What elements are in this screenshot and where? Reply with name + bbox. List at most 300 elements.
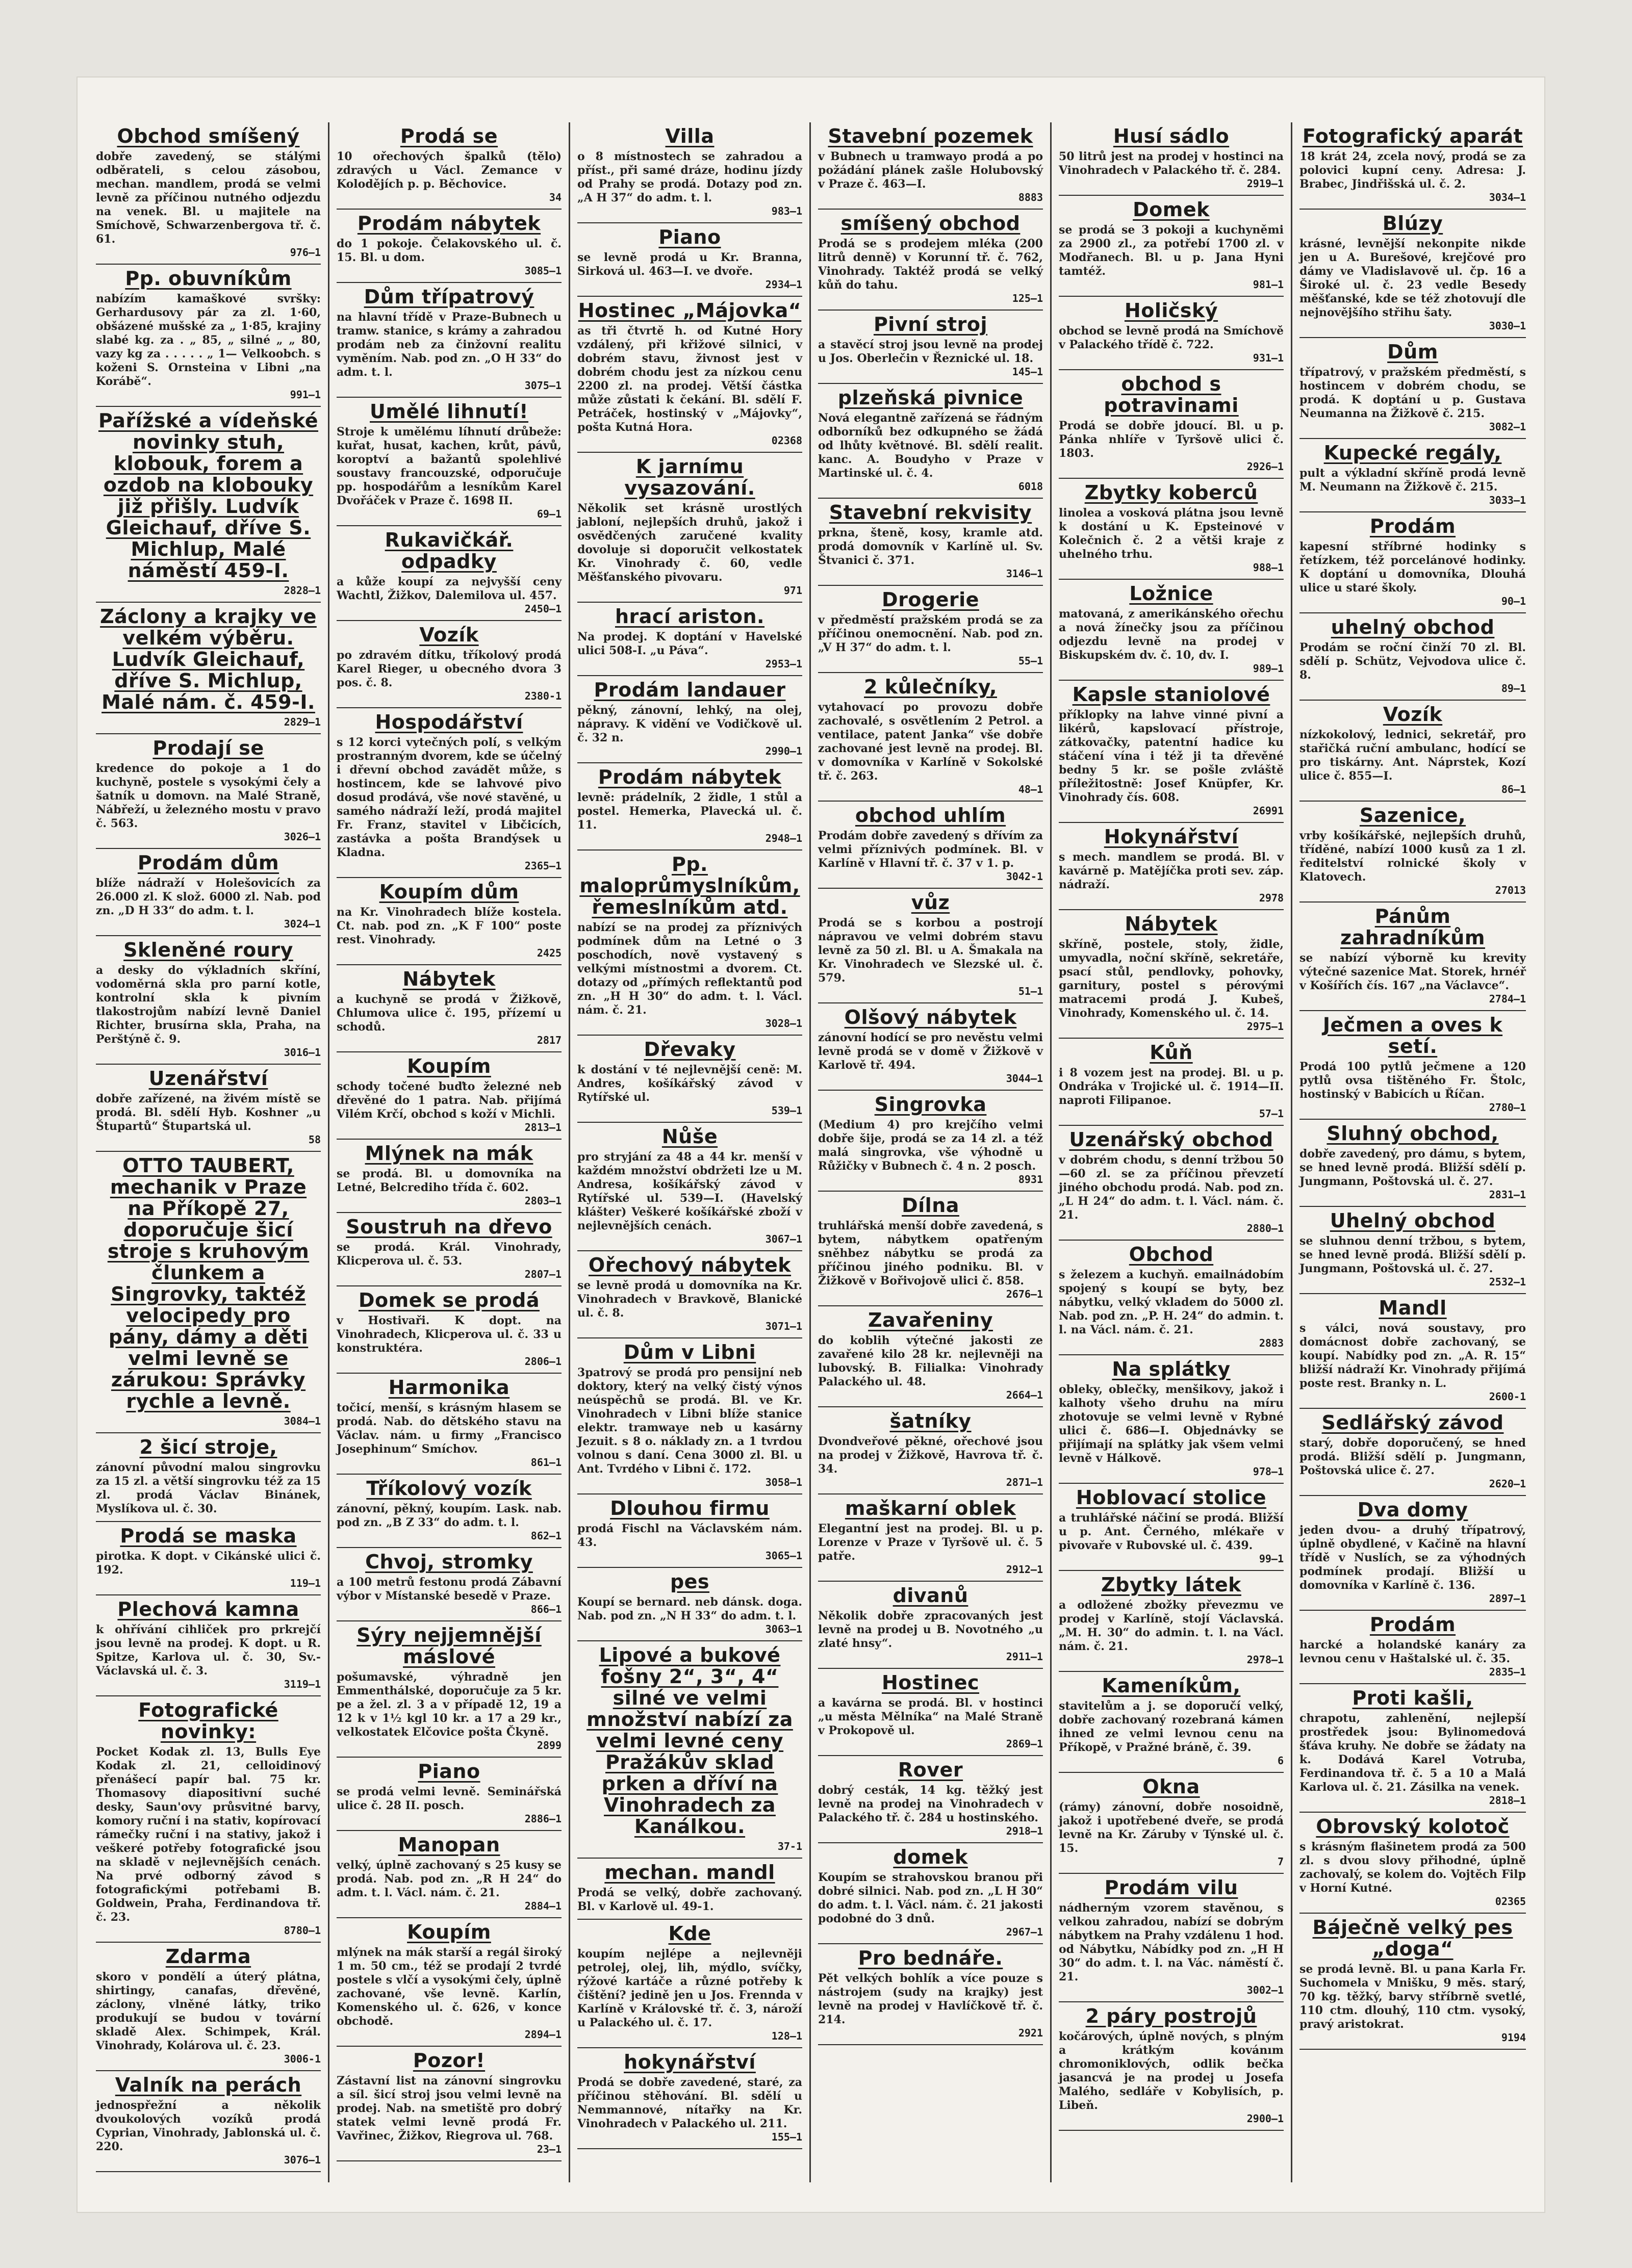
ad-body: 50 litrů jest na prodej v hostinci na Vinohradech v Palackého tř. č. 284. [1059,150,1284,177]
ad-reference-number: 2978 [1259,892,1284,904]
ad-heading: Obchod smíšený [117,125,300,147]
ad-reference-number: 58 [308,1133,321,1146]
ad-heading: Kapsle staniolové [1072,683,1270,706]
ad-heading: Domek se prodá [358,1289,540,1311]
ad-reference-number: 8780—1 [284,1924,321,1937]
ad-heading: Rover [898,1759,963,1781]
ad-body: obleky, oblečky, menšikovy, jakož i kalhoty všeho druhu na míru zhotovuje se velmi levně v Rybné ulici č. 686—I. Objednávky se přijímají na splátky jak všem velmi levně v Hálkově. [1059,1383,1284,1465]
ad-body: chrapotu, zahlenění, nejlepší prostředek jsou: Bylinomedová šťáva kruhy. Ne dobře se žádaty na k. Dodává Karel Votruba, Ferdinandova tř. č. 5 a 10 a Malá Karlova ul. č. 21. Zásilka na venek. [1299,1712,1526,1794]
ad-heading: Harmonika [388,1376,510,1399]
classified-ad [1059,297,1284,370]
classified-ad [1059,580,1284,681]
ad-reference-number: 2784—1 [1489,993,1526,1005]
classified-ad [337,1140,562,1213]
classified-ad [337,122,562,210]
ad-reference-number: 988—1 [1253,561,1284,574]
ad-body: jeden dvou- a druhý třípatrový, úplně obydlené, v Kačině na hlavní třídě v Nuslích, se za výhodných podmínek prodají. Bližší u domovníka v Karlíně č. 136. [1299,1524,1526,1592]
ad-heading: šatníky [889,1410,972,1432]
ad-heading: Ječmen a oves k setí. [1322,1014,1503,1058]
classified-ad [818,1407,1043,1494]
ad-heading: smíšený obchod [840,212,1021,235]
ad-reference-number: 125—1 [1012,292,1043,304]
classified-ad [96,1696,321,1943]
ad-reference-number: 3063—1 [765,1623,802,1635]
ad-heading: Singrovka [874,1093,987,1116]
ad-body: obchod se levně prodá na Smíchově v Palackého třídě č. 722. [1059,324,1284,351]
classified-ad [1059,1484,1284,1571]
classified-ad [577,851,802,1036]
ad-body: skoro v pondělí a úterý plátna, shirtingy, canafas, dřevěné, záclony, vlněné látky, triko produkují se budou v tovární skladě Alex. Schimpek, Král. Vinohrady, Kolárova ul. č. 23. [96,1970,321,2052]
ad-body: v dobrém chodu, s denní tržbou 50—60 zl. se za příčinou převzetí jiného obchodu prodá. Nab. pod zn. „L H 24“ do adm. t. l. Václ. nám. č. 21. [1059,1153,1284,1222]
ad-body: 3patrový se prodá pro pensijní neb doktory, který na velký čistý výnos neúspěchů se prodá. Bl. ve Kr. Vinohradech v Libni blíže stanice elektr. tramwaye neb u kasárny Jezuit. s 8 o. náklady zn. a 1 tvrdou volnou s daní. Cena 3000 zl. Bl. u Ant. Tvrdého v Libni č. 172. [577,1366,802,1476]
classified-ad [1299,1496,1526,1611]
ad-heading: Zdarma [165,1945,251,1968]
classified-ad [337,1475,562,1548]
column-6 [1292,122,1533,2182]
ad-body: Na prodej. K doptání v Havelské ulici 508-I. „u Páva“. [577,630,802,657]
ad-reference-number: 2600-1 [1489,1390,1526,1403]
ad-reference-number: 3146—1 [1006,568,1043,580]
ad-heading: Okna [1142,1775,1200,1798]
ad-body: a 100 metrů festonu prodá Zábavní výbor v Místanské besedě v Praze. [337,1576,562,1603]
ad-body: Prodá se s prodejem mléka (200 litrů denně) v Korunní tř. č. 762, Vinohrady. Taktéž prodá se velký kůň do tahu. [818,237,1043,292]
ad-body: a truhlářské náčiní se prodá. Bližší u p. Ant. Černého, mlékaře v pivovaře v Rubovské ul. č. 439. [1059,1511,1284,1552]
classified-ad [577,1123,802,1251]
ad-reference-number: 2919—1 [1246,177,1284,190]
ad-heading: Olšový nábytek [844,1006,1017,1028]
ad-body: (rámy) zánovní, dobře nosoidně, jakož i upotřebené dveře, se prodá levně na Kr. Záruby v Týnské ul. č. 15. [1059,1800,1284,1855]
ad-body: vytahovací po provozu dobře zachovalé, s osvětlením 2 Petrol. a ventilace, patent Janka“ vše dobře zachované jest levně na prodej. Bl. v domovníka v Karlíně v Sokolské tř. č. 263. [818,701,1043,783]
classified-ad [1059,1126,1284,1241]
ad-heading: Hostinec [881,1671,980,1694]
ad-reference-number: 981—1 [1253,278,1284,291]
newspaper-page [76,76,1545,2213]
ad-heading: Nábytek [1125,913,1218,935]
ad-reference-number: 2911—1 [1006,1651,1043,1663]
ad-reference-number: 57—1 [1259,1107,1284,1120]
ad-reference-number: 23—1 [537,2143,562,2155]
ad-body: Zástavní list na zánovní singrovku a síl. šicí stroj jsou velmi levně na prodej. Nab. na smetiště pro dobrý statek velmi levně prodá Fr. Vavřinec, Žižkov, Riegrova ul. 768. [337,2074,562,2143]
ad-body: s 12 korci vytečných polí, s velkým prostranným dvorem, kde se účelný i dřevní obchod zavádět může, s hostincem, kde se lahvové pivo dosud prodává, vše nové stavěné, u samého nádraží leží, prodá majitel Fr. Franz, stavitel v Libčicích, zastávka a pošta Brandýsek u Kladna. [337,736,562,859]
ad-body: pro stryjání za 48 a 44 kr. menší v každém množství obdržeti lze u M. Andresa, košíkářský závod v Rytířské ul. 539—I. (Havelský klášter) Veškeré košíkářské zboží v nejlevnějších cenách. [577,1150,802,1232]
classified-ad [1059,1355,1284,1484]
ad-heading: OTTO TAUBERT, mechanik v Praze na Příkopě 27, doporučuje šicí stroje s kruhovým člunkem a Singrovky, taktéž velocipedy pro pány, dámy a děti velmi levně se zárukou: Správky rychle a levně. [107,1154,310,1412]
ad-heading: maškarní oblek [845,1497,1016,1519]
ad-body: Prodám se roční činží 70 zl. Bl. sdělí p. Schütz, Vejvodova ulice č. 8. [1299,641,1526,682]
ad-body: pěkný, zánovní, lehký, na olej, nápravy. K vidění ve Vodičkově ul. č. 32 n. [577,704,802,744]
ad-reference-number: 2899 [537,1739,562,1751]
ad-heading: Stavební rekvisity [829,501,1032,524]
classified-ad [818,1494,1043,1582]
classified-ad [577,1251,802,1338]
ad-heading: Proti kašli, [1352,1687,1473,1709]
classified-ad [577,676,802,763]
ad-reference-number: 3085—1 [524,265,562,277]
classified-ad [1059,823,1284,910]
ad-heading: domek [893,1846,968,1868]
ad-body: blíže nádraží v Holešovicích za 26.000 zl. K slož. 6000 zl. Nab. pod zn. „D H 33“ do adm. t. l. [96,877,321,917]
classified-ad [577,1036,802,1123]
ad-body: Koupí se bernard. neb dánsk. doga. Nab. pod zn. „N H 33“ do adm. t. l. [577,1595,802,1622]
classified-ad [1299,701,1526,802]
ad-heading: Obrovský kolotoč [1316,1815,1510,1838]
classified-ad [818,384,1043,499]
classified-ad [818,1192,1043,1306]
ad-heading: plzeňská pivnice [837,386,1024,409]
ad-body: o 8 místnostech se zahradou a příst., při samé dráze, hodinu jízdy od Prahy se prodá. Dotazy pod zn. „A H 37“ do adm. t. l. [577,150,802,204]
ad-body: nádherným vzorem stavěnou, s velkou zahradou, nabízí se dobrým nábytkem na Prahy vzdálenu 1 hod. od Nábytku, Nábídky pod zn. „H H 30“ do adm. t. l. na Vác. náměstí č. 21. [1059,1901,1284,1983]
ad-reference-number: 2921 [1018,2027,1043,2039]
ad-heading: Prodám nábytek [598,766,782,788]
ad-reference-number: 3058—1 [765,1476,802,1488]
classified-ad [818,311,1043,384]
ad-body: skříně, postele, stoly, židle, umyvadla, noční skříně, sekretáře, psací stůl, pendlovky, pohovky, garnitury, postel s pérovými matracemi prodá J. Kubeš, Vinohrady, Komenského ul. č. 14. [1059,938,1284,1020]
ad-reference-number: 2829—1 [284,716,321,728]
classified-ad [577,1920,802,2048]
ad-reference-number: 971 [783,584,802,597]
column-1 [89,122,329,2182]
ad-heading: Prodají se [152,737,264,759]
ad-reference-number: 862—1 [530,1530,562,1542]
ad-reference-number: 2897—1 [1489,1592,1526,1605]
classified-ad [337,1213,562,1286]
ad-body: se levně prodá u Kr. Branna, Sirková ul. 463—I. ve dvoře. [577,251,802,278]
ad-reference-number: 989—1 [1253,662,1284,675]
classified-ad [1299,802,1526,903]
classified-ad [1299,439,1526,512]
ad-heading: Mlýnek na mák [365,1142,533,1165]
ad-body: 18 krát 24, zcela nový, prodá se za polovici kupní ceny. Adresa: J. Brabec, Jindřišská ul. č. 2. [1299,150,1526,191]
ad-reference-number: 2926—1 [1246,460,1284,473]
ad-body: matovaná, z amerikánského ořechu a nová žínečky jsou za příčinou odjezdu levně na prodej v Biskupském dv. č. 10, dv. I. [1059,607,1284,662]
classified-ad [818,1944,1043,2045]
ad-body: krásné, levnější nekonpite nikde jen u A. Burešové, krejčové pro dámy ve Vladislavově ul. čp. 16 a Široké ul. č. 23 vedle Besedy měšťanské, kde se též zhotovují dle nejnovějšího střihu šaty. [1299,237,1526,319]
classified-ad [577,1494,802,1568]
ad-body: Několik dobře zpracovaných jest levně na prodej u B. Novotného „u zlaté hnsy“. [818,1609,1043,1650]
ad-reference-number: 2900—1 [1246,2112,1284,2125]
classified-ad [577,1338,802,1494]
ad-heading: Ořechový nábytek [588,1254,792,1276]
classified-ad [818,210,1043,311]
ad-body: linolea a vosková plátna jsou levně k dostání u K. Epsteinové v Kolečnich č. 2 a větši kraje z uhelného trhu. [1059,506,1284,561]
ad-reference-number: 90—1 [1501,595,1526,607]
ad-reference-number: 2886—1 [524,1813,562,1825]
ad-reference-number: 2813—1 [524,1121,562,1133]
ad-heading: Hoblovací stolice [1076,1486,1267,1509]
ad-reference-number: 3044—1 [1006,1072,1043,1085]
ad-heading: Nábytek [402,968,496,990]
classified-ad [1059,370,1284,479]
ad-body: Pět velkých bohlík a více pouze s nástrojem (sudy na krajky) jest levně na prodej v Havlíčkově tř. č. 214. [818,1972,1043,2026]
classified-ad [337,708,562,878]
ad-body: mlýnek na mák starší a regál široký 1 m. 50 cm., též se prodají 2 tvrdé postele s vlčí a vysokými čely, úplně zachované, vše levně. Karlín, Komenského ul. č. 626, v konce obchodě. [337,1946,562,2028]
ad-reference-number: 2818—1 [1489,1794,1526,1807]
ad-body: Nová elegantně zařízená se řádným odborníků bez odkupného se žádá od lhůty květnové. Bl. sdělí realit. kanc. A. Boudyho v Praze v Martinské ul. č. 4. [818,411,1043,480]
classified-ad [577,453,802,603]
classified-ad [1059,1874,1284,2002]
classified-ad [1299,1813,1526,1914]
ad-heading: Koupím [407,1055,491,1077]
classified-ad [1059,2002,1284,2131]
ad-body: a kavárna se prodá. Bl. v hostinci „u města Mělníka“ na Malé Straně v Prokopově ul. [818,1696,1043,1737]
ad-reference-number: 3024—1 [284,918,321,930]
ad-reference-number: 2380-1 [524,690,562,702]
ad-reference-number: 866—1 [530,1603,562,1615]
ad-reference-number: 3075—1 [524,379,562,392]
classified-ad [818,499,1043,586]
classified-ad [1059,196,1284,297]
ad-reference-number: 2817 [537,1034,562,1046]
classified-ad [337,1758,562,1831]
ad-body: k dostání v té nejlevnější ceně: M. Andres, košíkářský závod v Rytířské ul. [577,1063,802,1104]
ad-heading: Lipové a bukové fošny 2“, 3“, 4“ silné ve velmi množství nabízí za velmi levné ceny Pražákův sklad prken a dříví na Vinohradech za Kanálkou. [586,1644,793,1838]
ad-body: i 8 vozem jest na prodej. Bl. u p. Ondráka v Trojické ul. č. 1914—II. naproti Filipanoe. [1059,1066,1284,1107]
ad-heading: Sýry nejjemnější máslové [356,1624,542,1668]
ad-body: prkna, šteně, kosy, kramle atd. prodá domovník v Karlíně ul. Sv. Štvanici č. 371. [818,526,1043,567]
ad-reference-number: 3082—1 [1489,421,1526,433]
ad-reference-number: 2912—1 [1006,1563,1043,1576]
classified-ad [1059,681,1284,823]
ad-heading: Holičský [1124,299,1218,322]
ad-reference-number: 02368 [771,434,802,447]
classified-ad [337,1052,562,1140]
ad-reference-number: 9194 [1501,2031,1526,2044]
ad-body: nabízím kamaškové svršky: Gerhardusovy pár za zl. 1·60, obšázené mušské za „ 1·85, krajiny slabé kg. za . „ 85, „ silné „ „ 80, vazy kg za . . . . . „ 1— Velkoobch. s koženi S. Ornsteina v Libni „na Korábě“. [96,292,321,388]
ad-reference-number: 3006-1 [284,2053,321,2065]
ad-reference-number: 539—1 [771,1104,802,1117]
ad-body: zánovní hodící se pro nevěstu velmi levně prodá se v domě v Žižkově v Karlově tř. 494. [818,1031,1043,1072]
ad-reference-number: 2978—1 [1246,1654,1284,1666]
ad-body: Prodá se velký, dobře zachovaný. Bl. v Karlově ul. 49-1. [577,1886,802,1913]
ad-reference-number: 69—1 [537,508,562,520]
ad-reference-number: 55—1 [1018,655,1043,667]
classified-ad [818,802,1043,889]
ad-body: dobře zavedený, pro dámu, s bytem, se hned levně prodá. Bližší sdělí p. Jungmann, Poštovská ul. č. 27. [1299,1147,1526,1188]
classified-ad [1299,1207,1526,1294]
ad-heading: Kupecké regály, [1323,442,1502,464]
classified-ad [337,1621,562,1758]
ad-heading: Skleněné roury [123,939,293,961]
ad-body: nabízí se na prodej za příznivých podmínek dům na Letné o 3 poschodích, nově vystavený s velkými místnostmi a dvorem. Ct. dotazy od „přímých reflektantů pod zn. „H H 30“ do adm. t. l. Václ. nám. č. 21. [577,921,802,1017]
ad-reference-number: 26991 [1253,805,1284,817]
classified-ad [96,407,321,603]
classified-ad [1299,1611,1526,1684]
classified-ad [96,849,321,936]
column-4 [811,122,1052,2182]
ad-body: se levně prodá u domovníka na Kr. Vinohradech v Bravkově, Blanické ul. č. 8. [577,1279,802,1320]
ad-heading: Pivní stroj [873,313,988,336]
ad-reference-number: 3067—1 [765,1233,802,1245]
ad-body: stavitelům a j. se doporučí velký, dobře zachovaný rozebraná kámen ihned ze velmi levnou cenu na Příkopě, v Pražné bráně, č. 39. [1059,1699,1284,1754]
classified-ad [96,734,321,849]
ad-reference-number: 6 [1277,1755,1284,1767]
ad-reference-number: 2828—1 [284,584,321,597]
classified-ad [337,1548,562,1621]
classified-ad [818,1582,1043,1669]
classified-ad [818,586,1043,673]
ad-heading: Kameníkům, [1102,1674,1241,1697]
ad-reference-number: 2676—1 [1006,1288,1043,1300]
ad-heading: Valník na perách [115,2074,302,2096]
ad-heading: Hospodářství [375,711,523,733]
ad-heading: Prodá se maska [120,1525,297,1547]
ad-heading: Hostinec „Májovka“ [578,299,802,322]
ad-reference-number: 2365—1 [524,860,562,872]
classified-ad [96,1522,321,1595]
ad-reference-number: 2871—1 [1006,1476,1043,1488]
classified-ad [96,1152,321,1433]
ad-body: v Bubnech u tramwayo prodá a po požádání plánek zašle Holubovský v Praze č. 463—I. [818,150,1043,191]
ad-heading: Hokynářství [1104,826,1239,848]
ad-body: Dvondveřové pěkné, ořechové jsou na prodej v Žižkově, Havrova tř. č. 34. [818,1435,1043,1476]
ad-heading: 2 šicí stroje, [139,1436,277,1458]
ad-reference-number: 2450—1 [524,603,562,615]
ad-heading: Ložnice [1129,582,1213,605]
classified-ad [96,1595,321,1696]
classified-ad [1299,338,1526,439]
ad-heading: Sazenice, [1359,804,1466,827]
ad-reference-number: 3084—1 [284,1415,321,1427]
ad-body: se prodá levně. Bl. u pana Karla Fr. Suchomela v Mnišku, 9 měs. starý, 70 kg. těžký, barvy stříbrně svetlé, 110 ctm. dlouhý, 110 ctm. vysoký, pravý aristokrat. [1299,1963,1526,2031]
ad-heading: Záclony a krajky ve velkém výběru. Ludvík Gleichauf, dříve S. Michlup, Malé nám. č. 459-I. [100,605,317,713]
ad-body: Prodá se s korbou a postrojí nápravou ve velmi dobrém stavu levně za 50 zl. Bl. u A. Šmakala na Kr. Vinohradech ve Slezské ul. č. 579. [818,916,1043,985]
ad-body: Stroje k umělému líhnutí drůbeže: kuřat, husat, kachen, krůt, pávů, koroptví a bažantů spolehlivé soustavy francouzské, odporučuje pp. hospodářům a lesníkům Karel Dvořáček v Praze č. 1698 II. [337,425,562,507]
ad-body: se nabízí výborně ku krevity výtečné sazenice Mat. Storek, hrnéř v Košířích čís. 167 „na Václavce“. [1299,951,1526,992]
ad-body: do 1 pokoje. Čelakovského ul. č. 15. Bl. u dom. [337,237,562,264]
ad-heading: Koupím dům [379,881,519,903]
ad-heading: Kůň [1150,1041,1193,1064]
ad-heading: Dva domy [1357,1499,1468,1521]
classified-ad [1299,1294,1526,1409]
ad-body: Prodá 100 pytlů ječmene a 120 pytlů ovsa tištěného Fr. Štolc, hostinský v Babicích u Říčan. [1299,1060,1526,1101]
ad-heading: 2 kůlečníky, [864,676,997,698]
classified-ad [577,1859,802,1920]
ad-reference-number: 48—1 [1018,783,1043,795]
ad-body: kapesní stříbrné hodinky s řetízkem, též porcelánové hodinky. K doptání u domovníka, Dlouhá ulice u staré školy. [1299,540,1526,595]
ad-reference-number: 2883 [1259,1337,1284,1349]
ad-reference-number: 8931 [1018,1173,1043,1185]
classified-ad [818,1091,1043,1192]
ad-heading: Fotografický aparát [1302,125,1523,147]
ad-heading: Uhelný obchod [1330,1209,1496,1232]
ad-reference-number: 3034—1 [1489,191,1526,203]
ad-body: starý, dobře doporučený, se hned prodá. Bližší sdělí p. Jungmann, Poštovská ulice č. 27. [1299,1436,1526,1477]
ad-body: schody točené buďto železné neb dřevěné do 1 patra. Nab. přijímá Vilém Krčí, obchod s koží v Michli. [337,1080,562,1121]
ad-heading: Fotografické novinky: [138,1699,278,1743]
ad-heading: Vozík [419,624,479,646]
ad-heading: Stavební pozemek [828,125,1033,147]
ad-body: (Medium 4) pro krejčího velmi dobře šije, prodá se za 14 zl. a též malá singrovka, vše výhodně u Růžičky v Bubnech č. 4 n. 2 posch. [818,1118,1043,1173]
ad-reference-number: 2532—1 [1489,1276,1526,1288]
classified-ad [1299,613,1526,701]
ad-reference-number: 2884—1 [524,1900,562,1912]
ad-body: a odložené zbožky převezmu ve prodej v Karlíně, stojí Václavská. „M. H. 30“ do admin. t. l. na Václ. nám. č. 21. [1059,1599,1284,1653]
ad-heading: Zbytky koberců [1084,481,1258,504]
ad-heading: Prodám vilu [1104,1876,1238,1899]
ad-heading: Koupím [407,1921,491,1943]
classified-ad [1059,1039,1284,1126]
ad-body: dobrý cesták, 14 kg. těžký jest levně na prodej na Vinohradech v Palackého tř. č. 284 u hostinského. [818,1784,1043,1824]
classified-ad [96,122,321,265]
ad-heading: Zbytky látek [1101,1574,1241,1596]
classified-ad [1059,1672,1284,1773]
ad-reference-number: 145—1 [1012,366,1043,378]
ad-body: harcké a holandské kanáry za levnou cenu v Haštalské ul. č. 35. [1299,1638,1526,1665]
ad-body: prodá Fischl na Václavském nám. 43. [577,1522,802,1549]
classified-ad [337,965,562,1052]
ad-reference-number: 931—1 [1253,352,1284,364]
classified-ad [1299,210,1526,338]
ad-reference-number: 51—1 [1018,985,1043,997]
ad-reference-number: 27013 [1495,884,1526,896]
ad-reference-number: 978—1 [1253,1465,1284,1478]
ad-reference-number: 2880—1 [1246,1222,1284,1234]
ad-reference-number: 983—1 [771,205,802,217]
ad-heading: obchod s potravinami [1104,373,1239,417]
ad-body: as tři čtvrtě h. od Kutné Hory vzdálený, při křižové silnici, v dobrém stavu, živnost jest v dobrém chodu jest za nízkou cenu 2200 zl. na prodej. Větší částka může zůstati k čekání. Bl. sdělí F. Petráček, hostinský v „Májovky“, pošta Kutná Hora. [577,324,802,434]
ad-heading: Pozor! [413,2049,486,2072]
ad-reference-number: 3002—1 [1246,1984,1284,1996]
classified-ad [818,1306,1043,1407]
classified-ad [577,1641,802,1859]
classified-ad [337,210,562,283]
ad-reference-number: 99—1 [1259,1553,1284,1565]
ad-heading: Mandl [1379,1297,1447,1319]
ad-heading: uhelný obchod [1331,616,1495,638]
ad-heading: divanů [892,1584,968,1607]
ad-reference-number: 34 [549,191,562,203]
ad-body: s železem a kuchyň. emailnádobím spojený s koupí se byty, bez nábytku, velký vkladem do 5000 zl. Nab. pod zn. „P. H. 24“ do admin. t. l. na Václ. nám. č. 21. [1059,1268,1284,1336]
ad-body: příklopky na lahve vinné pivní a likérů, kapslovací přístroje, zátkovačky, patentní hadice ku stáčení vína i též ji ta dřevěné bedny 5 kr. se pošle zvláště příležitostně: Josef Knüpfer, Kr. Vinohrady čís. 608. [1059,708,1284,804]
ad-body: na hlavní třídě v Praze-Bubnech u tramw. stanice, s krámy a zahradou prodám neb za činžovní realitu vyměním. Nab. pod zn. „O H 33“ do adm. t. l. [337,311,562,379]
ad-heading: mechan. mandl [604,1861,775,1884]
classified-ad [577,763,802,851]
ad-reference-number: 976—1 [290,246,321,259]
classified-ad [577,297,802,453]
ad-heading: Uzenářský obchod [1069,1128,1273,1151]
ad-heading: Nůše [661,1125,718,1148]
classified-ad [337,621,562,708]
column-2 [329,122,570,2182]
classified-ad [337,526,562,621]
ad-body: se prodá. Král. Vinohrady, Klicperova ul. č. 53. [337,1241,562,1268]
ad-heading: Drogerie [882,588,979,611]
ad-heading: Prodám [1369,515,1456,537]
ad-body: na Kr. Vinohradech blíže kostela. Ct. nab. pod zn. „K F 100“ poste rest. Vinohrady. [337,906,562,946]
ad-body: Koupím se strahovskou branou při dobré silnici. Nab. pod zn. „L H 30“ do adm. t. l. Václ. nám. č. 21 jakosti podobné do 3 dnů. [818,1871,1043,1925]
ad-reference-number: 3042-1 [1006,870,1043,883]
classified-ad [1059,1241,1284,1355]
ad-body: třípatrový, v pražském předměstí, s hostincem v dobrém chodu, se prodá. K doptání u p. Gustava Neumanna na Žižkově č. 215. [1299,366,1526,420]
classified-ad [818,1756,1043,1843]
ad-body: dobře zavedený, se stálými odběrateli, s celou zásobou, mechan. mandlem, prodá se velmi levně za příčinou nutného odjezdu na venek. Bl. u majitele na Smíchově, Schwarzenbergova tř. č. 61. [96,150,321,246]
ad-heading: Vozík [1383,703,1443,726]
ad-heading: Zavařeniny [868,1309,993,1331]
classified-ad [577,603,802,676]
ad-reference-number: 2918—1 [1006,1825,1043,1837]
ad-body: do koblih výtečné jakosti ze zavařené kilo 28 kr. nejlevněji na lubovský. B. Filialka: Vinohrady Palackého ul. 48. [818,1334,1043,1388]
column-3 [570,122,811,2182]
ad-heading: Prodám nábytek [357,212,541,235]
classified-ad [337,398,562,526]
ad-heading: obchod uhlím [855,804,1006,827]
ad-heading: Tříkolový vozík [366,1477,532,1500]
ad-heading: Pp. maloprůmyslníkům, řemeslníkům atd. [579,853,800,918]
ad-body: Prodá se dobře jdoucí. Bl. u p. Pánka nhlíře v Tyršově ulici č. 1803. [1059,419,1284,460]
ad-reference-number: 7 [1277,1855,1284,1868]
classified-ad [1299,512,1526,613]
ad-heading: Prodám [1369,1613,1456,1636]
